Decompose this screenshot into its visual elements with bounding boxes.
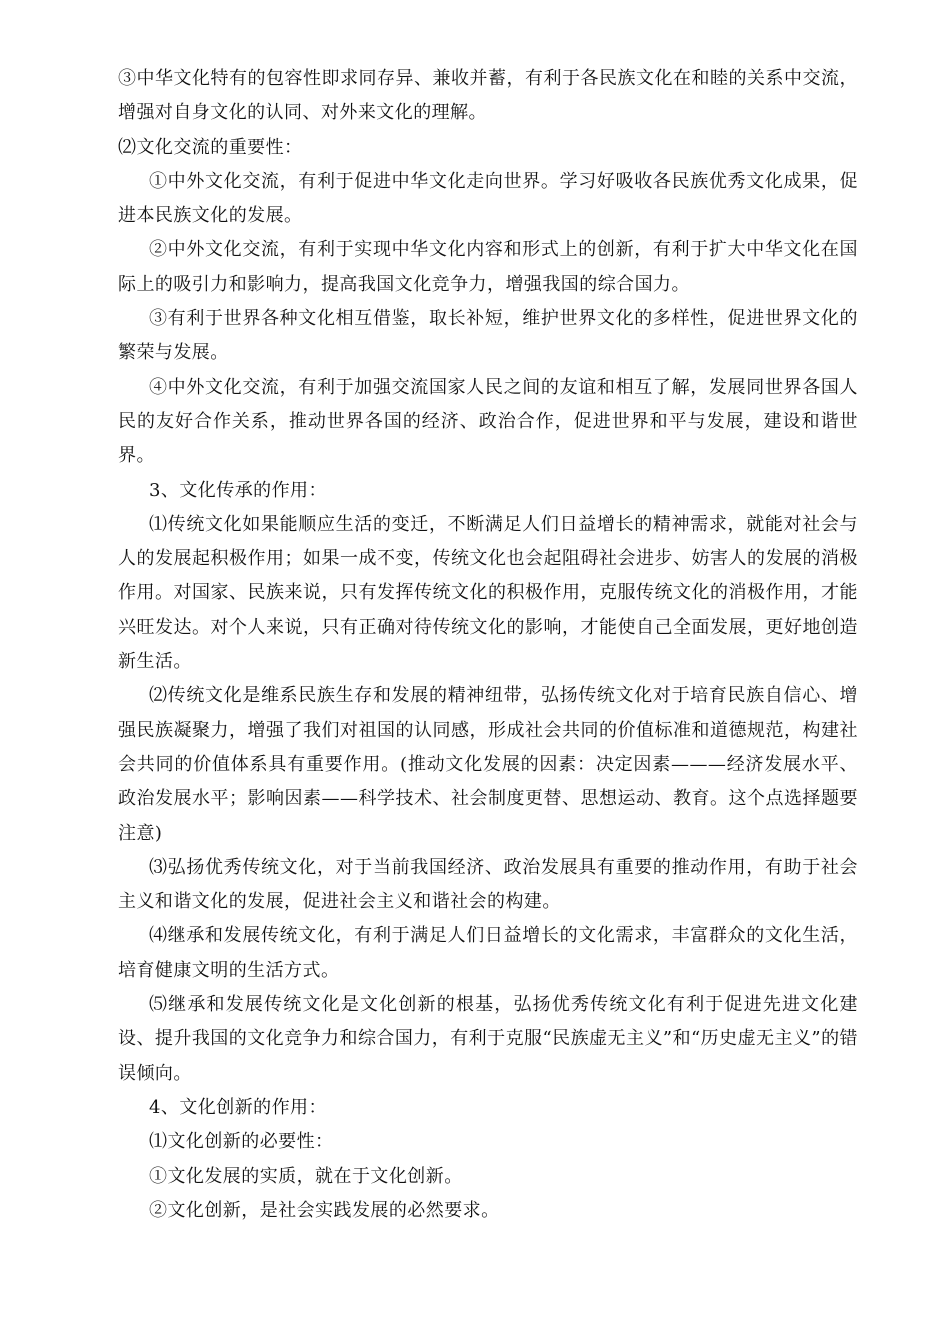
paragraph-inheritance-1: ⑴传统文化如果能顺应生活的变迁，不断满足人们日益增长的精神需求，就能对社会与人的发展起积极作用；如果一成不变，传统文化也会起阻碍社会进步、妨害人的发展的消极作用。对国家、民族来说，只有发挥传统文化的积极作用，克服传统文化的消极作用，才能兴旺发达。对个人来说，只有正确对待传统文化的影响，才能使自己全面发展，更好地创造新生活。 xyxy=(118,513,858,673)
paragraph-exchange-4: ④中外文化交流，有利于加强交流国家人民之间的友谊和相互了解，发展同世界各国人民的友好合作关系，推动世界各国的经济、政治合作，促进世界和平与发展，建设和谐世界。 xyxy=(118,376,858,467)
heading-innovation: 4、文化创新的作用： xyxy=(149,1096,327,1118)
paragraph-innovation-1: ①文化发展的实质，就在于文化创新。 xyxy=(149,1165,463,1187)
paragraph-exchange-3: ③有利于世界各种文化相互借鉴，取长补短，维护世界文化的多样性，促进世界文化的繁荣与发展。 xyxy=(118,308,858,364)
paragraph-inheritance-4: ⑷继承和发展传统文化，有利于满足人们日益增长的文化需求，丰富群众的文化生活，培育健康文明的生活方式。 xyxy=(118,925,858,981)
heading-inheritance: 3、文化传承的作用： xyxy=(149,479,327,501)
document-page xyxy=(118,62,858,1228)
heading-innovation-necessity: ⑴文化创新的必要性： xyxy=(149,1131,334,1153)
paragraph-innovation-2: ②文化创新，是社会实践发展的必然要求。 xyxy=(149,1199,500,1221)
paragraph-exchange-2: ②中外文化交流，有利于实现中华文化内容和形式上的创新，有利于扩大中华文化在国际上的吸引力和影响力，提高我国文化竞争力，增强我国的综合国力。 xyxy=(118,239,858,295)
paragraph-inheritance-5: ⑸继承和发展传统文化是文化创新的根基，弘扬优秀传统文化有利于促进先进文化建设、提升我国的文化竞争力和综合国力，有利于克服“民族虚无主义”和“历史虚无主义”的错误倾向。 xyxy=(118,994,858,1084)
paragraph-exchange-1: ①中外文化交流，有利于促进中华文化走向世界。学习好吸收各民族优秀文化成果，促进本民族文化的发展。 xyxy=(118,170,858,227)
paragraph-tolerance: ③中华文化特有的包容性即求同存异、兼收并蓄，有利于各民族文化在和睦的关系中交流，增强对自身文化的认同、对外来文化的理解。 xyxy=(118,68,858,124)
paragraph-inheritance-3: ⑶弘扬优秀传统文化，对于当前我国经济、政治发展具有重要的推动作用，有助于社会主义和谐文化的发展，促进社会主义和谐社会的构建。 xyxy=(118,856,858,913)
heading-exchange-importance: ⑵文化交流的重要性： xyxy=(118,136,303,158)
paragraph-inheritance-2: ⑵传统文化是维系民族生存和发展的精神纽带，弘扬传统文化对于培育民族自信心、增强民族凝聚力，增强了我们对祖国的认同感，形成社会共同的价值标准和道德规范，构建社会共同的价值体系具有重要作用。(推动文化发展的因素：决定因素———经济发展水平、政治发展水平；影响因素——科学技术、社会制度更替、思想运动、教育。这个点选择题要注意) xyxy=(118,685,858,844)
